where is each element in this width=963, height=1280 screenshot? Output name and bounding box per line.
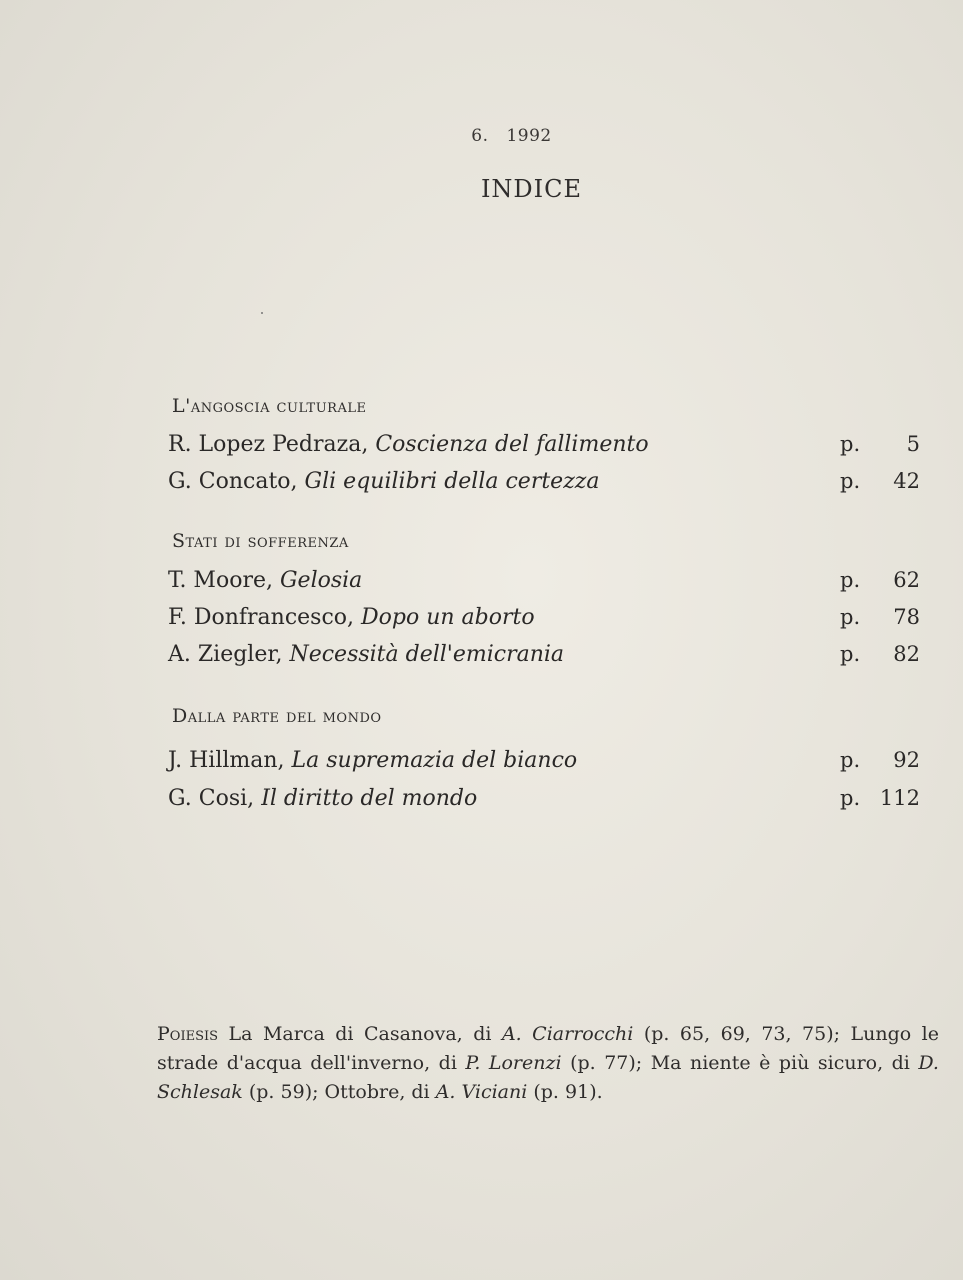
entry-author: G. Cosi, [168,786,255,811]
entry-title: La supremazia del bianco [291,748,578,773]
page-abbrev: p. [840,642,861,666]
entry-title: Gelosia [279,568,363,593]
page-abbrev: p. [840,748,861,772]
toc-entry [168,786,920,820]
page-abbrev: p. [840,786,861,810]
toc-entry [168,642,920,676]
entry-title: Dopo un aborto [361,605,535,630]
page-abbrev: p. [840,469,861,493]
page-title: INDICE [480,175,583,203]
issue-header [0,126,963,146]
entry-page-number: 62 [893,568,920,592]
entry-author: R. Lopez Pedraza, [168,432,369,457]
entry-author: J. Hillman, [168,748,285,773]
entry-page-number: 82 [893,642,920,666]
issue-number: 6. [471,126,489,146]
poiesis-note [157,1020,939,1107]
toc-entry [168,748,920,782]
section-heading-dalla-parte-del-mondo: Dalla parte del mondo [172,705,382,727]
entry-page-number: 78 [893,605,920,629]
section-heading-stati-di-sofferenza: Stati di sofferenza [172,530,349,552]
toc-entry [168,432,920,466]
page-abbrev: p. [840,568,861,592]
poiesis-work-1: La Marca di Casanova, di [228,1023,492,1045]
entry-title: Coscienza del fallimento [375,432,649,457]
entry-title: Necessità dell'emicrania [289,642,565,667]
poiesis-ref-4: (p. 91). [533,1081,603,1103]
print-speck [261,312,263,314]
poiesis-author-2: P. Lorenzi [465,1052,562,1074]
entry-page-ref [840,748,920,772]
entry-title: Gli equilibri della certezza [304,469,600,494]
page-abbrev: p. [840,605,861,629]
entry-page-number: 92 [893,748,920,772]
entry-page-ref [840,605,920,629]
entry-page-number: 112 [879,786,920,810]
poiesis-label: Poiesis [157,1023,219,1045]
page-abbrev: p. [840,432,861,456]
entry-author: A. Ziegler, [168,642,283,667]
issue-year: 1992 [506,126,552,146]
poiesis-ref-1: (p. 65, 69, 73, 75); Lungo le strade d'acqua dell'inverno, di [157,1023,940,1074]
toc-entry [168,469,920,503]
poiesis-ref-2: (p. 77); Ma niente è più sicuro, di [570,1052,910,1074]
poiesis-ref-3: (p. 59); Ottobre, di [248,1081,430,1103]
poiesis-author-4: A. Viciani [435,1081,528,1103]
entry-title: Il diritto del mondo [261,786,478,811]
entry-page-ref [840,432,920,456]
toc-entry [168,568,920,602]
entry-author: G. Concato, [168,469,298,494]
entry-page-ref [840,568,920,592]
poiesis-author-3: D. Schlesak [157,1052,939,1103]
entry-page-number: 5 [906,432,920,456]
entry-author: F. Donfrancesco, [168,605,355,630]
entry-page-number: 42 [893,469,920,493]
section-heading-angoscia-culturale: L'angoscia culturale [172,395,367,417]
entry-page-ref [840,786,920,810]
toc-entry [168,605,920,639]
entry-page-ref [840,469,920,493]
poiesis-author-1: A. Ciarrocchi [501,1023,634,1045]
entry-page-ref [840,642,920,666]
entry-author: T. Moore, [168,568,273,593]
